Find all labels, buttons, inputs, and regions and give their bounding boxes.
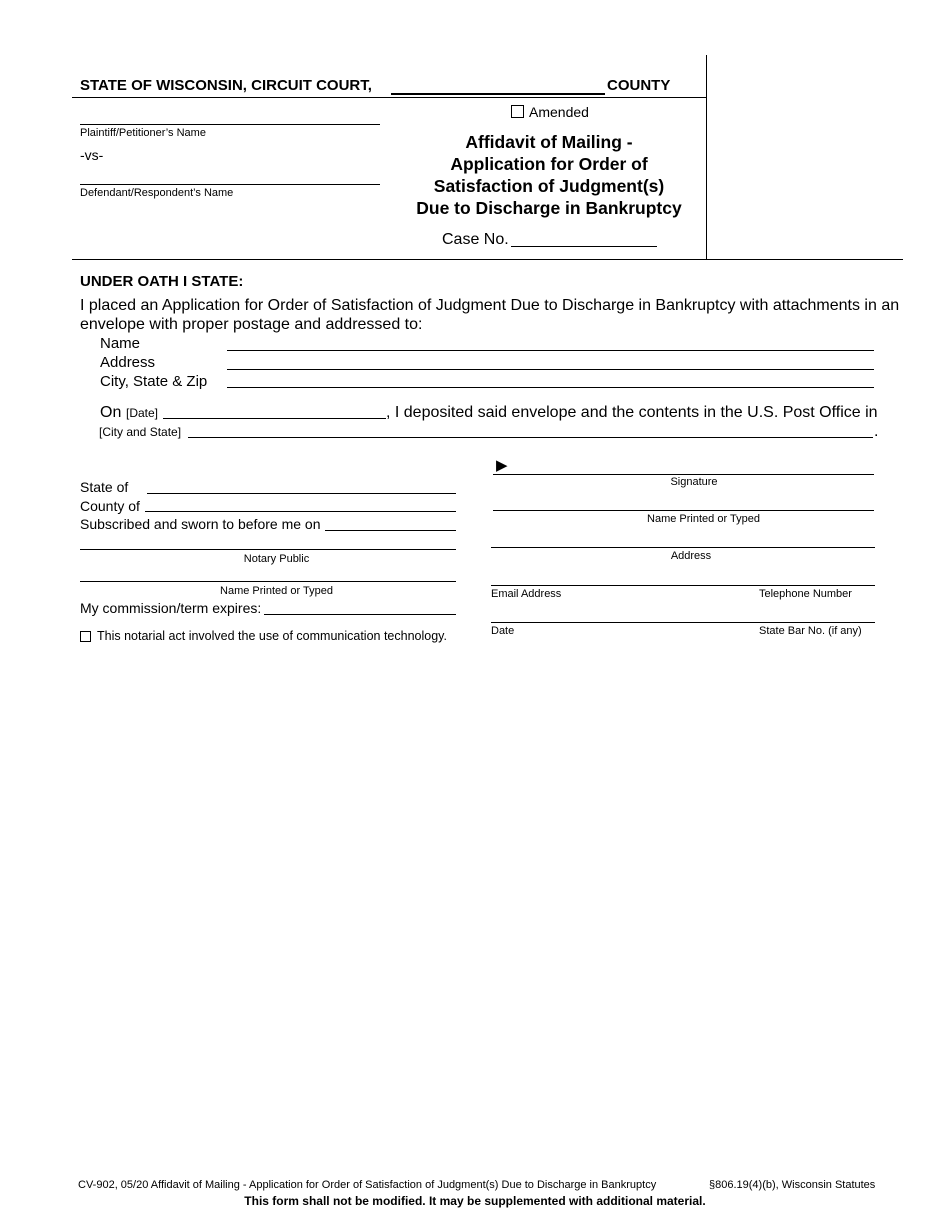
- plaintiff-name-field[interactable]: [80, 124, 380, 125]
- state-of-label: State of: [80, 479, 129, 495]
- signer-address-label: Address: [670, 550, 712, 562]
- state-bar-label: State Bar No. (if any): [759, 625, 862, 637]
- deposit-date-field[interactable]: [163, 418, 386, 419]
- county-label: COUNTY: [607, 77, 671, 94]
- amended-checkbox[interactable]: [511, 105, 524, 118]
- header-bottom-rule: [72, 259, 903, 260]
- title-line: Due to Discharge in Bankruptcy: [416, 198, 682, 218]
- court-heading: [80, 77, 372, 94]
- commission-date-field[interactable]: [264, 614, 456, 615]
- notary-name-label: Name Printed or Typed: [220, 585, 333, 597]
- recipient-city-field[interactable]: [227, 387, 874, 388]
- signature-arrow-icon: ▶: [496, 457, 508, 474]
- recipient-name-field[interactable]: [227, 350, 874, 351]
- county-of-field[interactable]: [145, 511, 456, 512]
- statement-line-1: I placed an Application for Order of Satisfaction of Judgment Due to Discharge in Bankruptcy with attachments in an: [80, 297, 900, 314]
- city-state-hint: [City and State]: [99, 425, 182, 439]
- notary-signature-field[interactable]: [80, 549, 456, 550]
- case-no-label: Case No.: [442, 231, 509, 248]
- commission-label: My commission/term expires:: [80, 600, 262, 616]
- post-office-city-field[interactable]: [188, 437, 873, 438]
- amended-label: Amended: [529, 104, 589, 120]
- title-line: Satisfaction of Judgment(s): [433, 176, 665, 196]
- subscribed-date-field[interactable]: [325, 530, 456, 531]
- title-line: Application for Order of: [450, 154, 648, 174]
- date-label: Date: [491, 625, 515, 637]
- defendant-label: Defendant/Respondent’s Name: [80, 187, 234, 199]
- notary-name-field[interactable]: [80, 581, 456, 582]
- signature-field[interactable]: [493, 474, 874, 475]
- signer-address-field[interactable]: [491, 547, 875, 548]
- on-label: On: [100, 404, 122, 421]
- case-no-field[interactable]: [511, 246, 657, 247]
- date-bar-field[interactable]: [491, 622, 875, 623]
- defendant-name-field[interactable]: [80, 184, 380, 185]
- recipient-address-label: Address: [100, 354, 156, 371]
- oath-heading: UNDER OATH I STATE:: [80, 273, 244, 290]
- county-field[interactable]: [391, 93, 605, 95]
- form-title: [392, 131, 706, 219]
- email-label: Email Address: [491, 588, 562, 600]
- email-telephone-field[interactable]: [491, 585, 875, 586]
- statement-line-2: envelope with proper postage and addressed to:: [80, 316, 423, 333]
- recipient-name-label: Name: [100, 335, 141, 352]
- communication-tech-label: This notarial act involved the use of communication technology.: [97, 629, 447, 643]
- versus-label: -vs-: [80, 147, 104, 163]
- court-prefix: STATE OF WISCONSIN, CIRCUIT COURT,: [80, 77, 372, 94]
- communication-tech-checkbox[interactable]: [80, 631, 91, 642]
- modification-notice: This form shall not be modified. It may be supplemented with additional material.: [244, 1194, 706, 1208]
- form-id: CV-902, 05/20 Affidavit of Mailing - Application for Order of Satisfaction of Judgment(s) Due to Discharge in Bankruptcy: [78, 1179, 657, 1191]
- header-rule: [72, 97, 706, 98]
- signer-name-field[interactable]: [493, 510, 874, 511]
- signer-name-label: Name Printed or Typed: [647, 513, 760, 525]
- header-vertical-divider: [706, 55, 707, 259]
- signature-label: Signature: [670, 476, 718, 488]
- recipient-city-label: City, State & Zip: [100, 373, 208, 390]
- state-of-field[interactable]: [147, 493, 456, 494]
- title-line: Affidavit of Mailing -: [465, 132, 633, 152]
- plaintiff-label: Plaintiff/Petitioner’s Name: [80, 127, 206, 139]
- telephone-label: Telephone Number: [759, 588, 852, 600]
- deposited-text: , I deposited said envelope and the contents in the U.S. Post Office in: [386, 404, 878, 421]
- recipient-address-field[interactable]: [227, 369, 874, 370]
- notary-public-label: Notary Public: [243, 553, 310, 565]
- county-of-label: County of: [80, 498, 140, 514]
- statute-citation: §806.19(4)(b), Wisconsin Statutes: [709, 1179, 876, 1191]
- subscribed-label: Subscribed and sworn to before me on: [80, 516, 321, 532]
- date-hint: [Date]: [126, 406, 159, 420]
- line-period: .: [874, 423, 879, 440]
